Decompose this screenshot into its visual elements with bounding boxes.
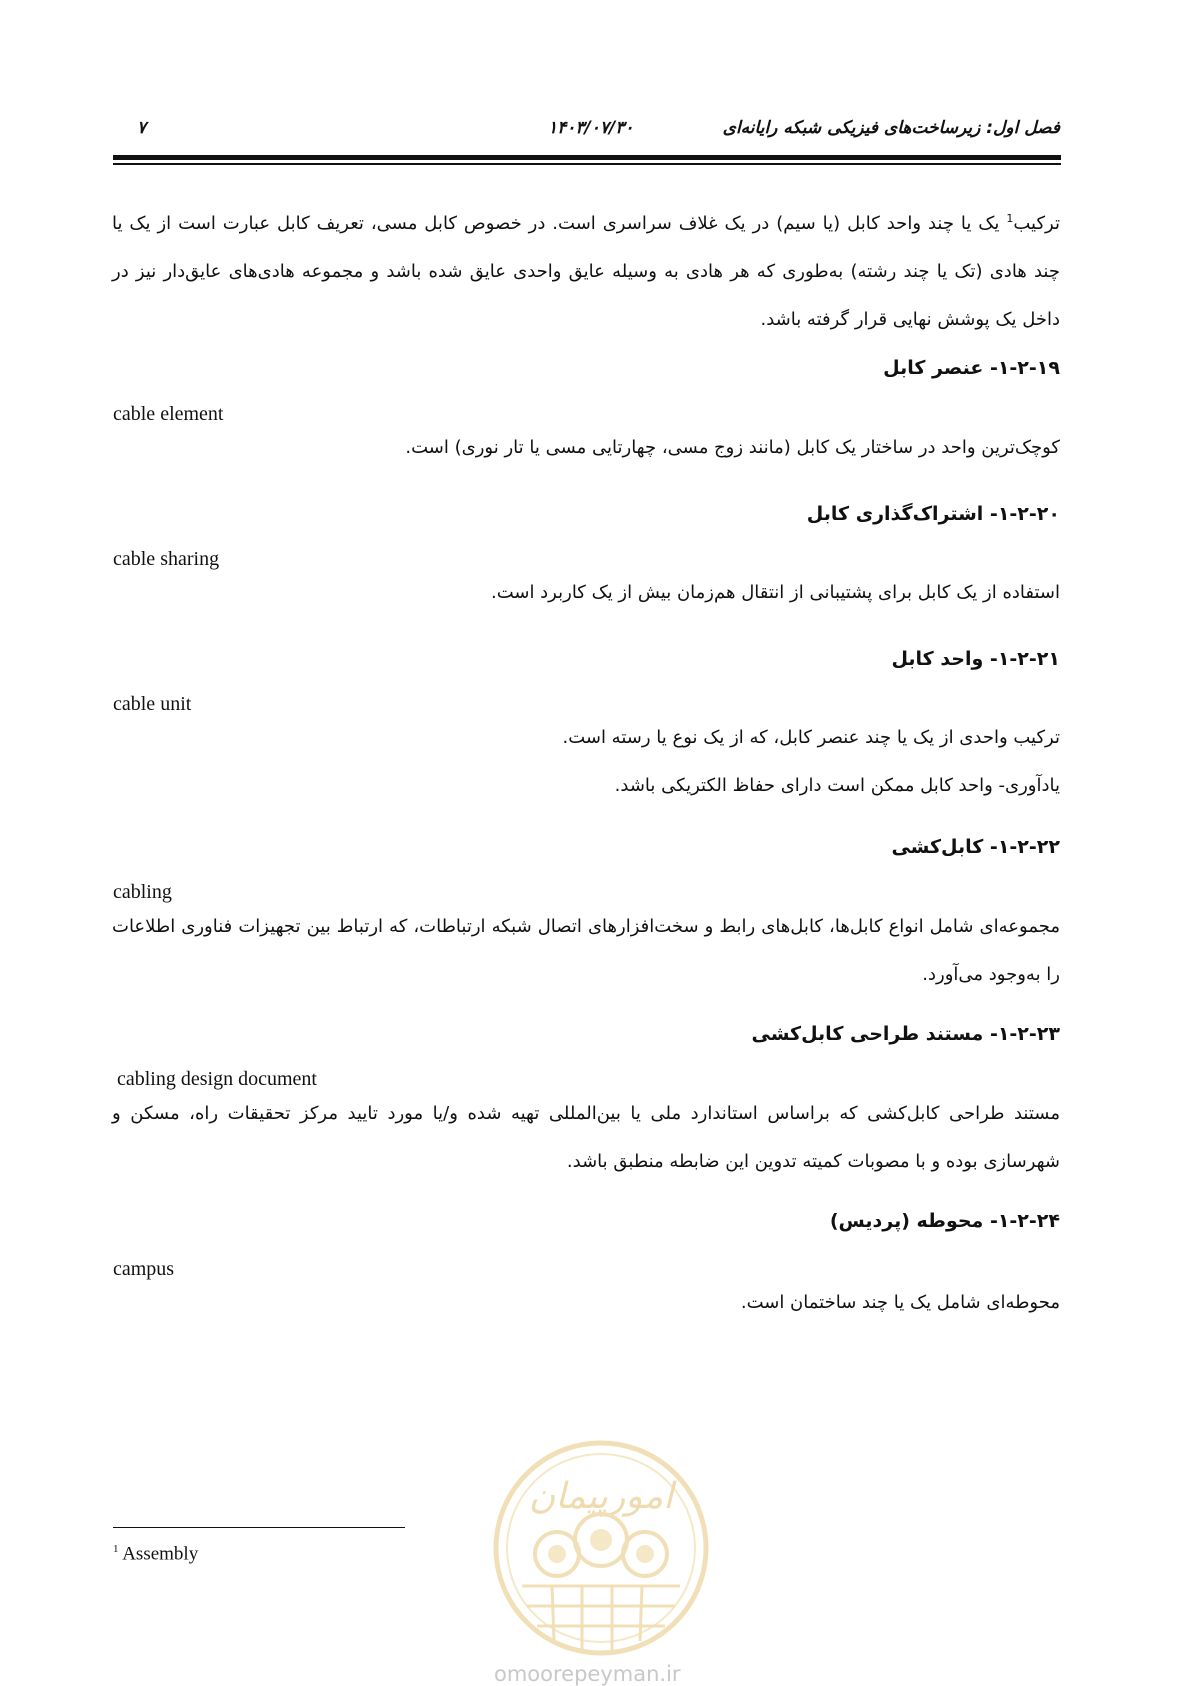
- section-heading: ۱-۲-۱۹- عنصر کابل: [883, 357, 1060, 379]
- watermark-logo: [482, 1436, 720, 1660]
- definition-text: استفاده از یک کابل برای پشتیبانی از انتقال هم‌زمان بیش از یک کاربرد است.: [490, 582, 1060, 603]
- intro-first-word: ترکیب: [1013, 213, 1060, 234]
- footnote-reference: 1: [1006, 212, 1014, 225]
- section-heading: ۱-۲-۲۲- کابل‌کشی: [891, 836, 1060, 858]
- footnote: [113, 1543, 198, 1565]
- section-heading: ۱-۲-۲۳- مستند طراحی کابل‌کشی: [751, 1023, 1060, 1045]
- watermark-logo-text: امورپیمان: [528, 1476, 674, 1517]
- header-rule-thin: [113, 163, 1061, 165]
- english-term: campus: [113, 1258, 175, 1280]
- definition-text: ترکیب واحدی از یک یا چند عنصر کابل، که از یک نوع یا رسته است.: [562, 727, 1060, 748]
- english-term: cable unit: [113, 693, 192, 715]
- definition-text: کوچک‌ترین واحد در ساختار یک کابل (مانند زوج مسی، چهارتایی مسی یا تار نوری) است.: [405, 437, 1060, 458]
- header-rule-thick: [113, 155, 1061, 160]
- definition-text: مستند طراحی کابل‌کشی که براساس استاندارد ملی یا بین‌المللی تهیه شده و/یا مورد تایید مرکز تحقیقات راه، مسکن و شهرسازی بوده و با مصوبات کمیته تدوین این ضابطه منطبق باشد.: [112, 1103, 1060, 1172]
- definition-text: محوطه‌ای شامل یک یا چند ساختمان است.: [740, 1292, 1060, 1313]
- header-date: ۱۴۰۳/۰۷/۳۰: [548, 118, 634, 138]
- english-term: cable element: [113, 403, 224, 425]
- page-number: ۷: [137, 118, 147, 138]
- note-text: یادآوری- واحد کابل ممکن است دارای حفاظ الکتریکی باشد.: [614, 775, 1060, 796]
- footnote-rule: [113, 1527, 405, 1528]
- footnote-text: Assembly: [122, 1543, 199, 1565]
- chapter-title: فصل اول: زیرساخت‌های فیزیکی شبکه رایانه‌ای: [722, 118, 1060, 138]
- english-term: cable sharing: [113, 548, 220, 570]
- section-heading: ۱-۲-۲۰- اشتراک‌گذاری کابل: [806, 503, 1060, 525]
- intro-text: یک یا چند واحد کابل (یا سیم) در یک غلاف سراسری است. در خصوص کابل مسی، تعریف کابل عبارت است از یک یا چند هادی (تک یا چند رشته) به‌طوری که هر هادی به وسیله عایق واحدی عایق شده باشد و مجموعه هادی‌های عایق‌دار نیز در داخل یک پوشش نهایی قرار گرفته باشد.: [112, 213, 1060, 330]
- watermark-url: omoorepeyman.ir: [494, 1662, 681, 1686]
- section-heading: ۱-۲-۲۱- واحد کابل: [891, 648, 1060, 670]
- definition-text: مجموعه‌ای شامل انواع کابل‌ها، کابل‌های رابط و سخت‌افزارهای اتصال شبکه ارتباطات، که ارتباط بین تجهیزات فناوری اطلاعات را به‌وجود می‌آورد.: [112, 916, 1060, 985]
- footnote-number: 1: [113, 1543, 119, 1555]
- intro-paragraph: [112, 200, 1060, 344]
- english-term: cabling design document: [117, 1068, 317, 1090]
- section-heading: ۱-۲-۲۴- محوطه (پردیس): [829, 1210, 1060, 1232]
- english-term: cabling: [113, 881, 172, 903]
